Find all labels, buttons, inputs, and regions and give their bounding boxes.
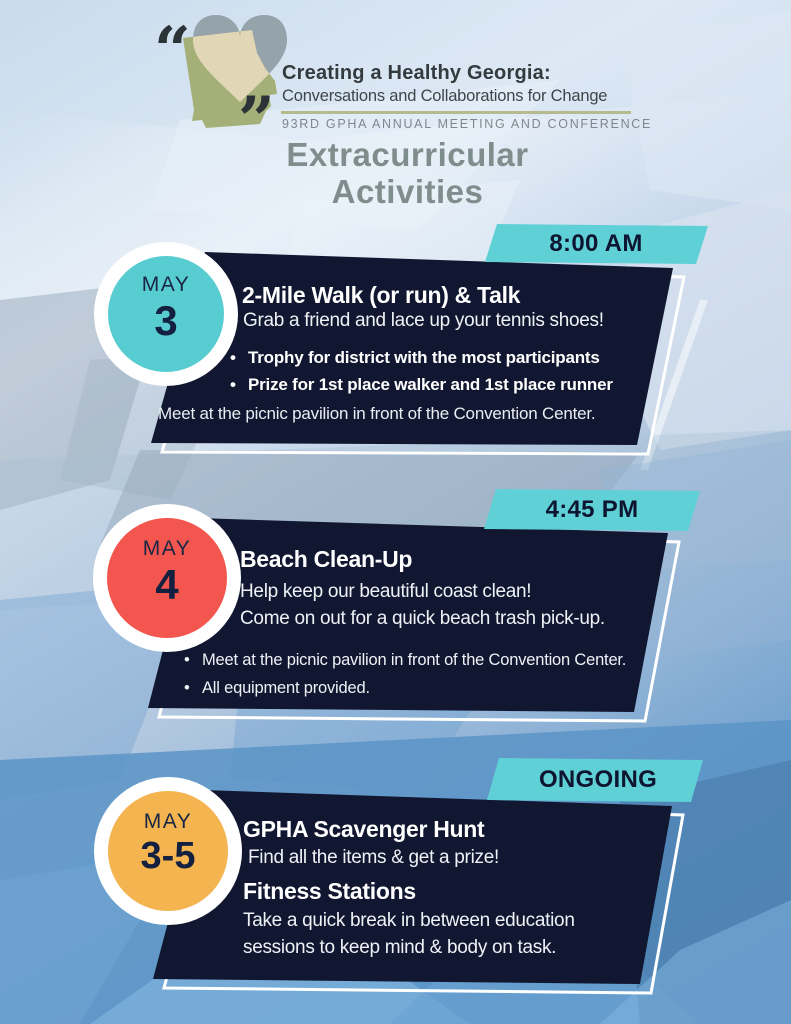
date-day-2: 4 [155,561,179,608]
event-subtitle-2-line1: Help keep our beautiful coast clean! [240,581,532,602]
bullet-list-1 [230,344,613,398]
event-title-1: 2-Mile Walk (or run) & Talk [242,282,521,308]
bullet-item: • Prize for 1st place walker and 1st place runner [230,371,613,398]
time-badge-2: 4:45 PM [545,496,639,523]
event-subtitle-3b-line2: sessions to keep mind & body on task. [243,937,557,958]
event-subtitle-3b-line1: Take a quick break in between education [243,910,575,931]
event-footer-1: Meet at the picnic pavilion in front of the Convention Center. [158,404,596,423]
event-subtitle-1: Grab a friend and lace up your tennis shoes! [243,310,604,331]
logo-subtitle: Conversations and Collaborations for Change [282,87,608,105]
bullet-item: • All equipment provided. [184,674,626,702]
date-day-3: 3-5 [140,835,196,877]
bullet-item: • Trophy for district with the most participants [230,344,613,371]
event-subtitle-3a: Find all the items & get a prize! [248,847,499,868]
event-title-3b: Fitness Stations [243,878,416,904]
page-title-line2: Activities [331,173,484,210]
time-badge-3: ONGOING [538,766,658,793]
date-day-1: 3 [154,297,178,344]
open-quote-icon: “ [154,13,191,88]
bullet-item: • Meet at the picnic pavilion in front of the Convention Center. [184,646,626,674]
time-badge-1: 8:00 AM [549,230,643,257]
event-title-2: Beach Clean-Up [240,546,413,572]
date-month-1: MAY [141,273,191,296]
date-month-2: MAY [142,537,192,560]
close-quote-icon: ” [238,83,275,146]
page-title [0,136,791,210]
logo-title: Creating a Healthy Georgia: [282,62,551,84]
event-title-3a: GPHA Scavenger Hunt [243,816,485,842]
page-title-line1: Extracurricular [286,136,529,173]
event-subtitle-2-line2: Come on out for a quick beach trash pick-up. [240,608,605,629]
conference-name: 93RD GPHA ANNUAL MEETING AND CONFERENCE [282,117,653,131]
bullet-list-2 [184,646,626,702]
date-month-3: MAY [143,810,193,833]
logo-divider [281,111,631,114]
